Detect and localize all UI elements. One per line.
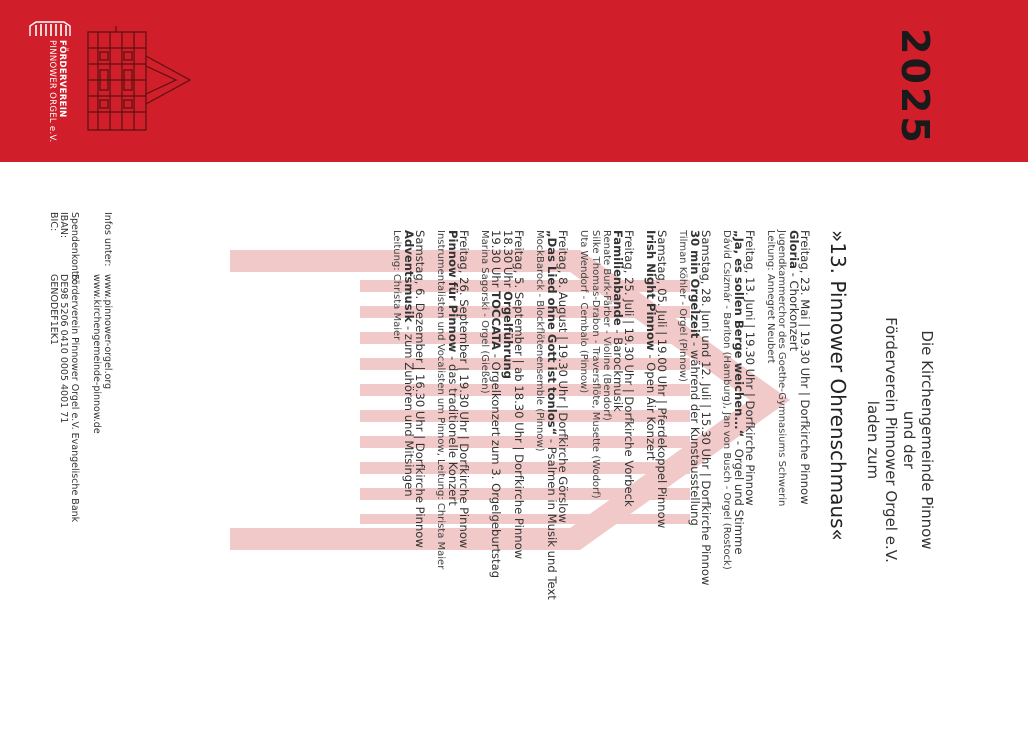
organ-logo-icon [28,20,72,38]
event-subtitle: - Chorkonzert [786,268,801,352]
intro-block [864,310,936,570]
event-title: Gloria [786,230,801,269]
event-subtitle: - das traditionelle Konzert [445,352,460,506]
event-subtitle: - Orgelkonzert zum 3. Orgelgeburtstag [489,350,504,579]
event-subtitle: - Open Air Konzert [643,350,658,461]
event-date: Samstag, 28. Juni und 12. Juli | 15.30 Uhr | Dorfkirche Pinnow [698,230,713,586]
logo-wordmark [27,40,67,150]
event-detail: Leitung: Annegret Neubert [765,230,777,364]
year-label: 2025 [893,28,937,146]
event-subtitle: - zum Zuhören und Mitsingen [401,322,416,497]
event-title: Irish Night Pinnow [643,230,658,351]
event-detail: MockBarock - Blockflötenensemble (Pinnow) [534,230,546,452]
event-title: Adventsmusik [401,230,416,323]
event-detail: Dávid Csizmár - Bariton (Hamburg), Jan von Busch - Orgel (Rostock) [721,230,733,570]
event-subtitle: - Orgel und Stimme [731,437,746,555]
event-date: Freitag, 8. August | 19.30 Uhr | Dorfkirche Görslow [555,230,570,523]
event-date: Freitag, 25. Juli | 19.30 Uhr | Dorfkirche Vorbeck [622,230,637,507]
event-time: 19.30 Uhr [489,230,504,292]
footer-info [32,212,112,632]
iban-label: IBAN: [58,212,70,239]
event-subtitle: - Psalmen in Musik und Text [544,435,559,600]
event-date: Samstag, 05. Juli | 19.00 Uhr | Pferdekoppel Pinnow [655,230,670,529]
flyer-content [136,180,936,700]
intro-line-2: und der [900,410,918,470]
event-item [765,230,810,600]
event-title: 30 min Orgelzeit [687,230,702,339]
event-detail: Tilman Köhler - Orgel (Pinnow) [677,230,689,382]
spend-account: Förderverein Pinnower Orgel e.V. Evangelische Bank [68,274,80,523]
event-item [435,230,469,600]
spend-label: Spendenkonto: [68,212,80,284]
event-date: Freitag, 26. September | 19.30 Uhr | Dorfkirche Pinnow [456,230,471,549]
bic-label: BIC: [47,212,59,232]
info-label: Infos unter: [102,212,113,267]
event-item [391,230,425,600]
event-date: Samstag, 6. Dezember | 16.30 Uhr | Dorfkirche Pinnow [412,230,427,548]
event-title: Familienbande [611,230,626,326]
event-list [391,230,810,600]
event-subtitle: - Barockmusik [611,325,626,412]
church-organ-drawing [86,26,196,134]
event-detail: Instrumentalisten und Vocalisten um Pinnow, Leitung: Christa Maier [435,230,447,570]
event-detail: Marina Sagorski - Orgel (Gießen) [479,230,491,394]
event-detail: Leitung: Christa Maier [391,230,403,341]
event-detail: Silke Thomas-Drabon - Traversflöte, Musette (Wodorf) [589,230,601,499]
intro-line-4: laden zum [864,400,882,480]
event-item [677,230,711,600]
event-detail: Jugendkammerchor des Goethe-Gymnasiums Schwerin [776,230,788,507]
logo-line-2: PINNOWER ORGEL e.V. [47,40,57,143]
info-url-2[interactable]: www.kirchengemeinde-pinnow.de [91,274,103,434]
iban-value: DE98 5206 0410 0005 4001 71 [58,274,70,424]
intro-line-3: Förderverein Pinnower Orgel e.V. [882,317,900,563]
event-item [534,230,568,600]
bic-value: GENODEF1EK1 [47,274,59,346]
event-date: Freitag, 5. September | ab 18.30 Uhr | Dorfkirche Pinnow [512,230,527,560]
event-title: „Ja, es sollen Berge weichen...“ [731,230,746,438]
intro-line-1: Die Kirchengemeinde Pinnow [918,330,936,550]
event-date: Freitag, 23. Mai | 19.30 Uhr | Dorfkirche Pinnow [798,230,812,505]
event-title: TOCCATA [489,291,504,351]
event-time: 18.30 Uhr [500,230,515,292]
logo-line-1: FÖRDERVEREIN [57,40,67,118]
event-date: Freitag, 13. Juni | 19.30 Uhr | Dorfkirche Pinnow [742,230,757,506]
event-item [643,230,670,600]
event-detail: Uta Wendorf - Cembalo (Pinnow) [578,230,590,394]
event-title: „Das Lied ohne Gott ist tonlos“ [544,230,559,436]
info-url-1[interactable]: www.pinnower-orgel.org [102,274,113,390]
event-detail: Renate Burk-Färber - Violine (Bendorf) [600,230,612,421]
event-item [479,230,527,600]
event-item [721,230,755,600]
event-subtitle: - während der Kunstausstellung [687,338,702,526]
event-item [578,230,637,600]
event-title: Orgelführung [500,291,515,379]
event-title: Pinnow für Pinnow [445,230,460,353]
event-series-title: »13. Pinnower Ohrenschmaus« [826,230,850,541]
